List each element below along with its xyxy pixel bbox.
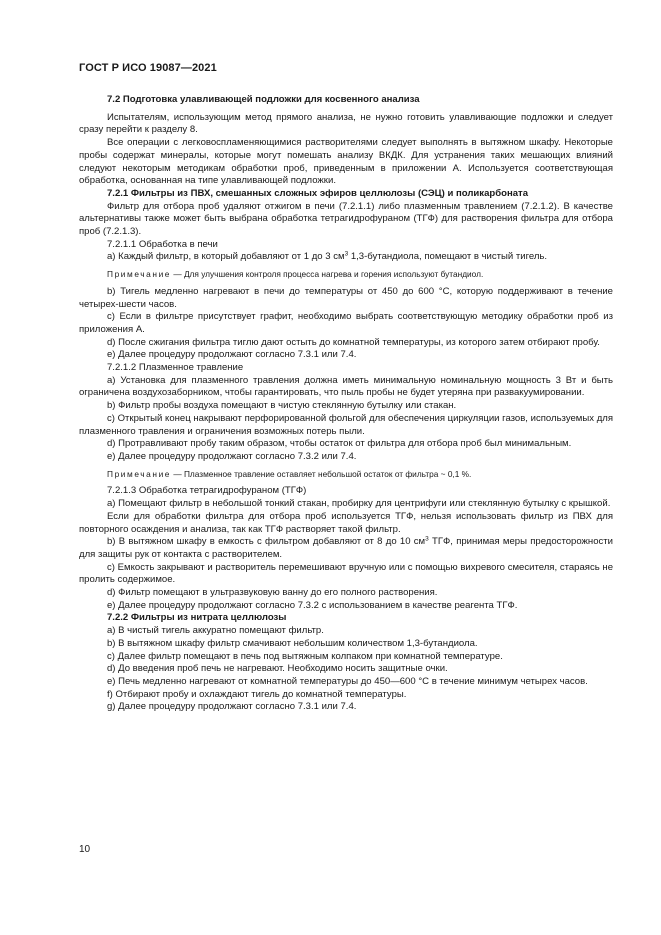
list-item: d) После сжигания фильтра тиглю дают остыть до комнатной температуры, из которого затем отбирают пробу. xyxy=(107,336,600,348)
list-item: e) Далее процедуру продолжают согласно 7.3.2 с использованием в качестве реагента ТГФ. xyxy=(107,599,518,611)
list-item: a) Помещают фильтр в небольшой тонкий стакан, пробирку для центрифуги или стеклянную бутылку с крышкой. xyxy=(107,498,611,510)
list-item: b) Тигель медленно нагревают в печи до температуры от 450 до 600 °C, которую поддерживают в течение четырех-шести часов. xyxy=(79,285,613,310)
list-item: b) Фильтр пробы воздуха помещают в чистую стеклянную бутылку или стакан. xyxy=(107,400,457,412)
superscript: 3 xyxy=(344,250,349,258)
list-item: a) В чистый тигель аккуратно помещают фильтр. xyxy=(107,625,324,637)
paragraph: Фильтр для отбора проб удаляют отжигом в печи (7.2.1.1) либо плазменным травлением (7.2.1.2). В качестве альтернативы также может быть выбрана обработка тетрагидрофураном (ТГФ) для растворения фильтра для отбора проб (7.2.1.3). xyxy=(79,200,613,238)
note-text: — Плазменное травление оставляет небольшой остаток от фильтра ~ 0,1 %. xyxy=(171,468,472,479)
paragraph: Если для обработки фильтра для отбора проб используется ТГФ, нельзя использовать фильтр из ПВХ для повторного осаждения и анализа, так как ТГФ растворяет такой фильтр. xyxy=(79,510,613,535)
paragraph: Испытателям, использующим метод прямого анализа, не нужно готовить улавливающие подложки и следует сразу перейти к разделу 8. xyxy=(79,111,613,136)
subsection-heading-7-2-1-1: 7.2.1.1 Обработка в печи xyxy=(107,238,218,250)
list-item: e) Далее процедуру продолжают согласно 7.3.1 или 7.4. xyxy=(107,349,357,361)
list-item xyxy=(79,251,613,264)
list-item: d) До введения проб печь не нагревают. Необходимо носить защитные очки. xyxy=(107,663,448,675)
section-heading-7-2-1: 7.2.1 Фильтры из ПВХ, смешанных сложных эфиров целлюлозы (СЭЦ) и поликарбоната xyxy=(107,187,529,199)
document-header: ГОСТ Р ИСО 19087—2021 xyxy=(79,62,217,74)
list-item: c) Если в фильтре присутствует графит, необходимо выбрать соответствующую методику обработки проб из приложения А. xyxy=(79,311,613,335)
section-heading-7-2: 7.2 Подготовка улавливающей подложки для косвенного анализа xyxy=(107,94,420,105)
list-item: b) В вытяжном шкафу фильтр смачивают небольшим количеством 1,3-бутандиола. xyxy=(107,637,478,649)
list-item: c) Далее фильтр помещают в печь под вытяжным колпаком при комнатной температуре. xyxy=(107,650,503,662)
list-item: e) Печь медленно нагревают от комнатной температуры до 450—600 °C в течение минимум четырех часов. xyxy=(107,675,588,687)
list-item-text: a) Каждый фильтр, в который добавляют от 1 до 3 см xyxy=(107,251,345,263)
list-item: c) Емкость закрывают и растворитель перемешивают вручную или с помощью вихревого смесителя, стараясь не пролить содержимое. xyxy=(79,561,613,586)
list-item-text: ТГФ, принимая меры предосторожности для защиты рук от контакта с растворителем. xyxy=(79,536,613,560)
list-item xyxy=(79,536,613,561)
note-label: Примечание xyxy=(107,269,172,280)
list-item-text: b) В вытяжном шкафу в емкость с фильтром добавляют от 8 до 10 см xyxy=(107,536,426,548)
note xyxy=(79,268,613,281)
subsection-heading-7-2-1-3: 7.2.1.3 Обработка тетрагидрофураном (ТГФ) xyxy=(107,485,307,497)
page-number: 10 xyxy=(79,844,91,855)
document-body xyxy=(79,94,613,714)
list-item: g) Далее процедуру продолжают согласно 7.3.1 или 7.4. xyxy=(107,701,357,713)
note-label: Примечание xyxy=(107,468,172,479)
subsection-heading-7-2-1-2: 7.2.1.2 Плазменное травление xyxy=(107,362,244,374)
section-heading-7-2-2: 7.2.2 Фильтры из нитрата целлюлозы xyxy=(107,612,287,624)
list-item: f) Отбирают пробу и охлаждают тигель до комнатной температуры. xyxy=(107,688,407,700)
paragraph: Все операции с легковоспламеняющимися растворителями следует выполнять в вытяжном шкафу. Некоторые пробы содержат минералы, которые могут помешать анализу ВКДК. Для устранения таких мешающих влияний следуют некоторым методикам обработки проб, приведенным в приложении А. Используется соответствующая обработка, основанная на типе улавливающей подложки. xyxy=(79,137,613,187)
list-item: e) Далее процедуру продолжают согласно 7.3.2 или 7.4. xyxy=(107,450,357,462)
list-item: c) Открытый конец накрывают перфорированной фольгой для обеспечения циркуляции газов, используемых для плазменного травления и ограничения возможных потерь пыли. xyxy=(79,412,613,437)
list-item: d) Фильтр помещают в ультразвуковую ванну до его полного растворения. xyxy=(107,587,438,599)
superscript: 3 xyxy=(425,535,429,543)
note-text: — Для улучшения контроля процесса нагрева и горения используют бутандиол. xyxy=(171,269,484,280)
note xyxy=(79,468,613,481)
list-item: a) Установка для плазменного травления должна иметь минимальную номинальную мощность 3 Вт и быть ограничена воздухозаборником, чтобы гарантировать, что пыль пробы не будет утеряна при развакуумировании. xyxy=(79,374,613,399)
list-item-text: 1,3-бутандиола, помещают в чистый тигель. xyxy=(348,251,548,263)
list-item: d) Протравливают пробу таким образом, чтобы остаток от фильтра для отбора проб был минимальным. xyxy=(107,438,572,450)
